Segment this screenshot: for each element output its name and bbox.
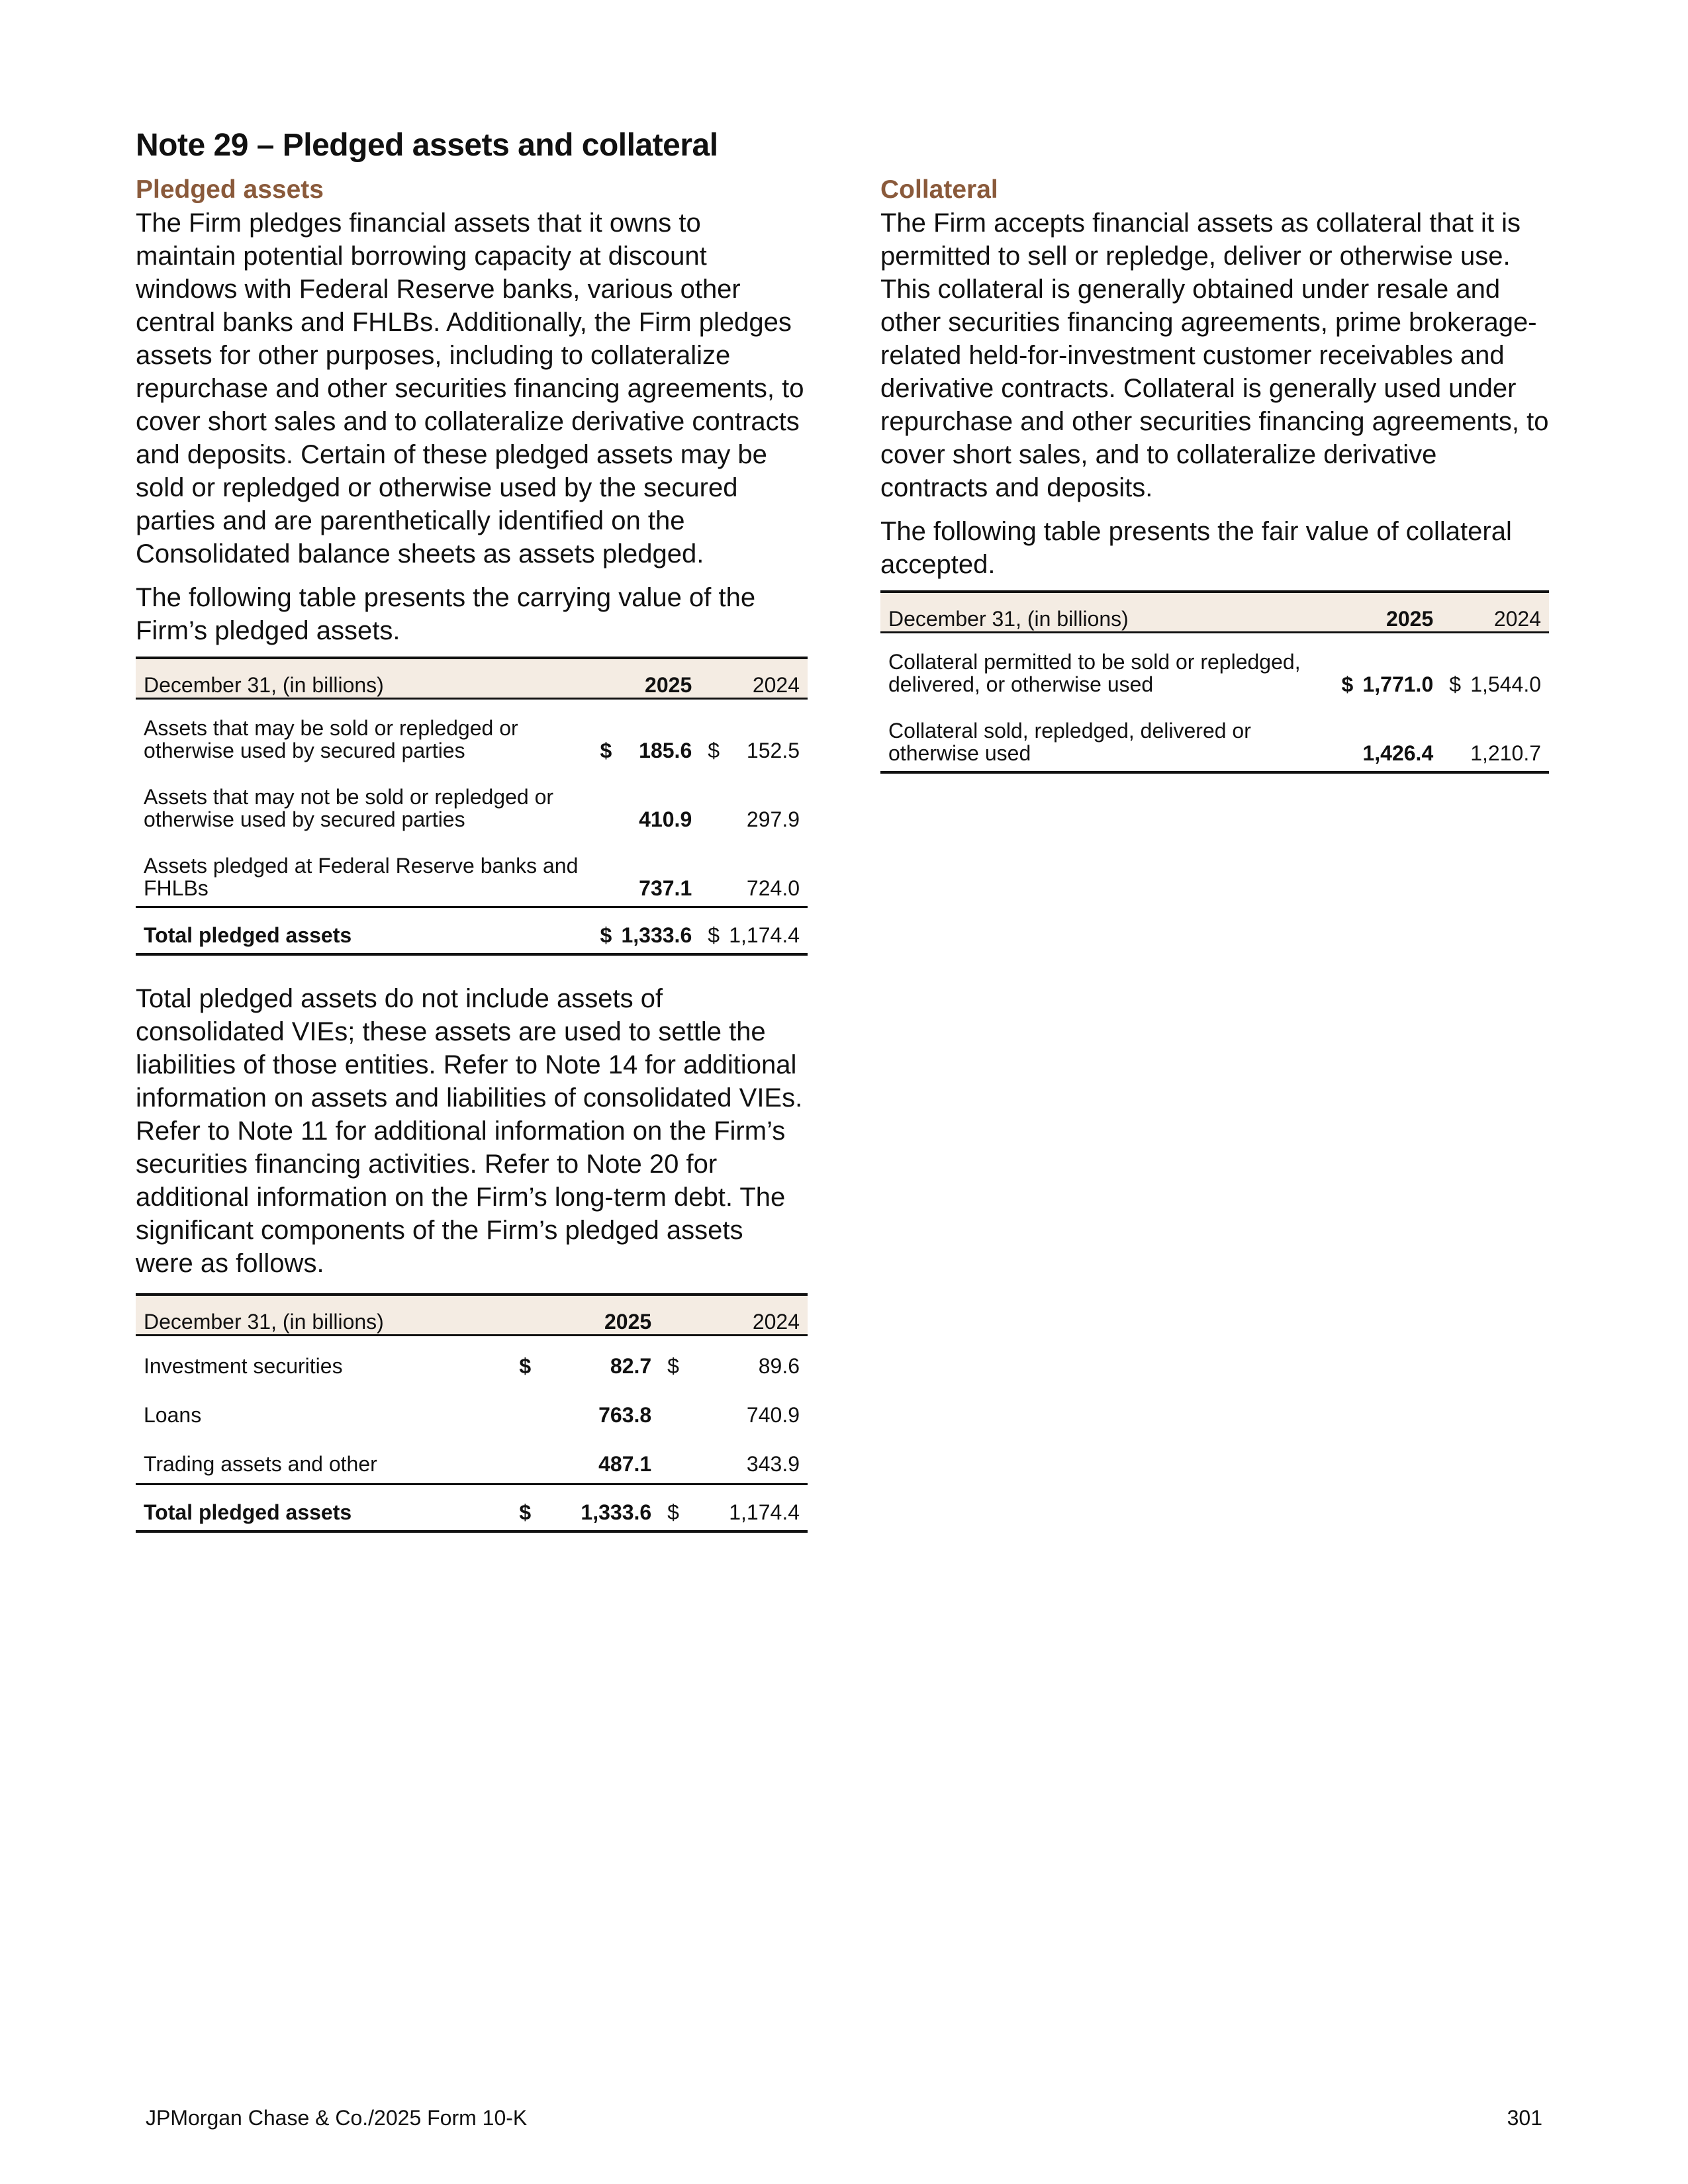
table-header-row xyxy=(136,658,808,699)
table-row xyxy=(136,1385,808,1434)
currency-symbol: $ xyxy=(600,739,612,762)
value-current: 82.7 xyxy=(610,1354,652,1378)
currency-symbol: $ xyxy=(519,1354,532,1378)
pledged-assets-heading: Pledged assets xyxy=(136,175,324,204)
value-current: 1,426.4 xyxy=(1354,702,1441,772)
collateral-table xyxy=(880,590,1549,774)
currency-symbol xyxy=(659,1385,680,1434)
table-row xyxy=(136,699,808,769)
table-header-row xyxy=(880,592,1549,633)
currency-symbol xyxy=(511,1385,532,1434)
total-current: 1,333.6 xyxy=(613,907,700,955)
currency-symbol xyxy=(659,1434,680,1484)
table-row xyxy=(136,837,808,907)
currency-symbol xyxy=(1441,702,1462,772)
currency-symbol xyxy=(511,1434,532,1484)
currency-symbol: $ xyxy=(511,1484,532,1532)
page-number: 301 xyxy=(1507,2106,1542,2130)
currency-symbol: $ xyxy=(1449,672,1462,696)
total-label: Total pledged assets xyxy=(136,907,592,955)
value-prior: 152.5 xyxy=(746,739,800,762)
table-row xyxy=(880,702,1549,772)
table-header-label: December 31, (in billions) xyxy=(136,658,592,699)
pledged-assets-table-intro: The following table presents the carrying value of the Firm’s pledged assets. xyxy=(136,583,756,645)
table-row xyxy=(136,768,808,837)
collateral-table-intro: The following table presents the fair value of collateral accepted. xyxy=(880,517,1512,579)
pledged-assets-table xyxy=(136,657,808,956)
table-header-year-current: 2025 xyxy=(592,658,700,699)
total-prior: 1,174.4 xyxy=(721,907,808,955)
table-header-label: December 31, (in billions) xyxy=(136,1295,511,1336)
currency-symbol xyxy=(1333,702,1354,772)
row-label: Assets pledged at Federal Reserve banks and FHLBs xyxy=(144,854,579,900)
value-prior: 89.6 xyxy=(758,1354,800,1378)
value-prior: 343.9 xyxy=(746,1452,800,1476)
collateral-column xyxy=(880,173,1549,774)
value-prior: 724.0 xyxy=(746,876,800,900)
table-row xyxy=(880,633,1549,703)
row-label: Assets that may not be sold or repledged or otherwise used by secured parties xyxy=(144,785,554,831)
value-prior: 1,544.0 xyxy=(1470,672,1541,696)
table-header-year-prior: 2024 xyxy=(659,1295,808,1336)
table-row xyxy=(136,1336,808,1386)
page-title: Note 29 – Pledged assets and collateral xyxy=(136,128,718,163)
table-header-row xyxy=(136,1295,808,1336)
currency-symbol: $ xyxy=(1341,672,1354,696)
row-label: Assets that may be sold or repledged or otherwise used by secured parties xyxy=(144,716,518,762)
total-label: Total pledged assets xyxy=(136,1484,511,1532)
table-header-year-current: 2025 xyxy=(1333,592,1441,633)
table-row xyxy=(136,1434,808,1484)
footer-source: JPMorgan Chase & Co./2025 Form 10-K xyxy=(146,2106,528,2130)
table-total-row xyxy=(136,907,808,955)
table-header-year-prior: 2024 xyxy=(700,658,808,699)
currency-symbol: $ xyxy=(659,1484,680,1532)
row-label: Loans xyxy=(144,1403,202,1427)
collateral-intro: The Firm accepts financial assets as collateral that it is permitted to sell or repledge, deliver or otherwise use. This collateral is generally obtained under resale and other securities financing agreements, prime brokerage-related held-for-investment customer receivables and derivative contracts. Collateral is generally used under repurchase and other securities financing agreements, to cover short sales, and to collateralize derivative contracts and deposits. xyxy=(880,208,1549,502)
currency-symbol xyxy=(700,768,721,837)
currency-symbol: $ xyxy=(592,907,613,955)
row-label: Collateral permitted to be sold or repledged, delivered, or otherwise used xyxy=(888,650,1301,696)
currency-symbol: $ xyxy=(708,739,720,762)
value-current: 763.8 xyxy=(598,1403,652,1427)
row-label: Collateral sold, repledged, delivered or otherwise used xyxy=(880,702,1333,772)
row-label: Trading assets and other xyxy=(144,1452,377,1476)
pledged-assets-column xyxy=(136,173,808,1533)
value-current: 487.1 xyxy=(598,1452,652,1476)
total-prior: 1,174.4 xyxy=(680,1484,808,1532)
pledged-assets-components-table xyxy=(136,1293,808,1533)
value-prior: 740.9 xyxy=(746,1403,800,1427)
pledged-assets-notes: Total pledged assets do not include assets of consolidated VIEs; these assets are used to settle the liabilities of those entities. Refer to Note 14 for additional information on assets and liabilities of consolidated VIEs. Refer to Note 11 for additional information on the Firm’s securities financing activities. Refer to Note 20 for additional information on the Firm’s long-term debt. The significant components of the Firm’s pledged assets were as follows. xyxy=(136,984,803,1278)
table-total-row xyxy=(136,1484,808,1532)
value-current: 1,771.0 xyxy=(1362,672,1434,696)
currency-symbol xyxy=(592,768,613,837)
value-prior: 297.9 xyxy=(746,807,800,831)
value-current: 410.9 xyxy=(639,807,692,831)
currency-symbol xyxy=(700,837,721,907)
currency-symbol xyxy=(592,837,613,907)
table-header-year-current: 2025 xyxy=(511,1295,659,1336)
currency-symbol: $ xyxy=(667,1354,679,1378)
pledged-assets-intro: The Firm pledges financial assets that it owns to maintain potential borrowing capacity at discount windows with Federal Reserve banks, various other central banks and FHLBs. Additionally, the Firm pledges assets for other purposes, including to collateralize repurchase and other securities financing agreements, to cover short sales and to collateralize derivative contracts and deposits. Certain of these pledged assets may be sold or repledged or otherwise used by the secured parties and are parenthetically identified on the Consolidated balance sheets as assets pledged. xyxy=(136,208,804,569)
value-current: 185.6 xyxy=(639,739,692,762)
collateral-heading: Collateral xyxy=(880,175,998,204)
table-header-label: December 31, (in billions) xyxy=(880,592,1333,633)
row-label: Investment securities xyxy=(144,1354,343,1378)
table-header-year-prior: 2024 xyxy=(1441,592,1549,633)
total-current: 1,333.6 xyxy=(532,1484,659,1532)
value-prior: 1,210.7 xyxy=(1462,702,1549,772)
currency-symbol: $ xyxy=(700,907,721,955)
value-current: 737.1 xyxy=(639,876,692,900)
